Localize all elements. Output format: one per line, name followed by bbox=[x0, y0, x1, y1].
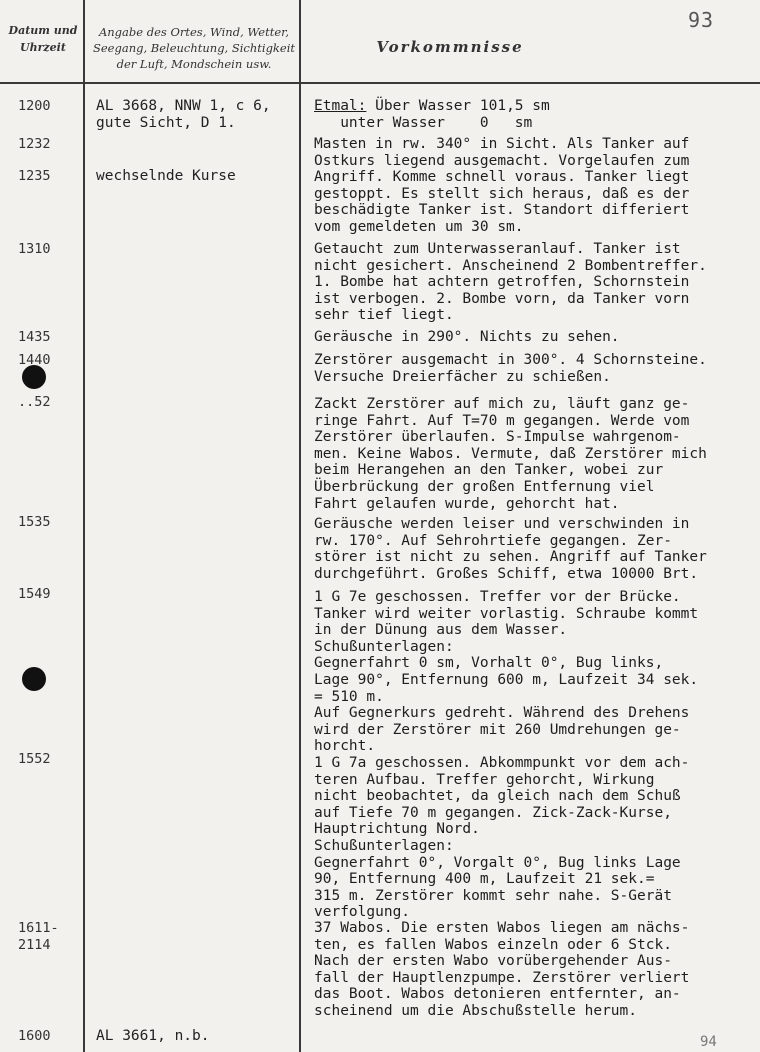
entry-position: AL 3668, NNW 1, c 6, gute Sicht, D 1. bbox=[96, 98, 271, 131]
header-date-time: Datum und Uhrzeit bbox=[8, 24, 78, 54]
entry-time: 1310 bbox=[18, 241, 51, 257]
entry-time: 1435 bbox=[18, 329, 51, 345]
entry-time: 1535 bbox=[18, 514, 51, 530]
etmal-label: Etmal: bbox=[314, 98, 367, 114]
column-rule-right bbox=[299, 0, 301, 1052]
bottom-page-mark: 94 bbox=[700, 1034, 717, 1050]
etmal-values: Über Wasser 101,5 sm unter Wasser 0 sm bbox=[340, 98, 550, 131]
entry-text: Zerstörer ausgemacht in 300°. 4 Schornsteine. Versuche Dreierfächer zu schießen. bbox=[314, 352, 707, 385]
column-rule-left bbox=[83, 0, 85, 1052]
entry-time: 1200 bbox=[18, 98, 51, 114]
entry-time: 1440 bbox=[18, 352, 51, 368]
entry-time: 1232 bbox=[18, 136, 51, 152]
header-rule bbox=[0, 82, 760, 84]
entry-time: 1611- 2114 bbox=[18, 920, 59, 953]
entry-text bbox=[314, 98, 754, 131]
punch-hole-bottom bbox=[22, 667, 46, 691]
entry-time: 1549 bbox=[18, 586, 51, 602]
entry-text: Geräusche in 290°. Nichts zu sehen. bbox=[314, 329, 620, 345]
entry-text: 1 G 7e geschossen. Treffer vor der Brücke. Tanker wird weiter vorlastig. Schraube kommt in der Dünung aus dem Wasser. Schußunterlagen: Gegnerfahrt 0 sm, Vorhalt 0°, Bug links, Lage 90°, Entfernung 600 m, Laufzeit 34 sek. = 510 m. Auf Gegnerkurs gedreht. Während des Drehens wird der Zerstörer mit 260 Umdrehungen ge- horcht. bbox=[314, 589, 699, 755]
entry-text: Masten in rw. 340° in Sicht. Als Tanker auf Ostkurs liegend ausgemacht. Vorgelaufen zum Angriff. Komme schnell voraus. Tanker liegt gestoppt. Es stellt sich heraus, daß es der beschädigte Tanker ist. Standort differiert vom gemeldeten um 30 sm. bbox=[314, 136, 690, 235]
entry-time: 1235 bbox=[18, 168, 51, 184]
entry-text: 37 Wabos. Die ersten Wabos liegen am nächs- ten, es fallen Wabos einzeln oder 6 Stck. Nach der ersten Wabo vorübergehender Aus- fall der Hauptlenzpumpe. Zerstörer verliert das Boot. Wabos detonieren entfernter, an- scheinend um die Abschußstelle herum. bbox=[314, 920, 690, 1019]
entry-time: 1552 bbox=[18, 751, 51, 767]
entry-position: wechselnde Kurse bbox=[96, 168, 236, 184]
header-location-weather: Angabe des Ortes, Wind, Wetter, Seegang, Beleuchtung, Sichtigkeit der Luft, Mondschein usw. bbox=[92, 25, 296, 71]
entry-time: ..52 bbox=[18, 394, 51, 410]
entry-text: Zackt Zerstörer auf mich zu, läuft ganz ge- ringe Fahrt. Auf T=70 m gegangen. Werde vom Zerstörer überlaufen. S-Impulse wahrgenom- men. Keine Wabos. Vermute, daß Zerstörer mich beim Herangehen an den Tanker, wobei zur Überbrückung der großen Entfernung viel Fahrt gelaufen wurde, gehorcht hat. bbox=[314, 396, 707, 512]
entry-text: Getaucht zum Unterwasseranlauf. Tanker ist nicht gesichert. Anscheinend 2 Bombentreffer. 1. Bombe hat achtern getroffen, Schornstein ist verbogen. 2. Bombe vorn, da Tanker vorn sehr tief liegt. bbox=[314, 241, 707, 324]
entry-time: 1600 bbox=[18, 1028, 51, 1044]
header-events: Vorkommnisse bbox=[376, 38, 524, 56]
entry-position: AL 3661, n.b. bbox=[96, 1028, 210, 1044]
entry-text: 1 G 7a geschossen. Abkommpunkt vor dem ach- teren Aufbau. Treffer gehorcht, Wirkung nicht beobachtet, da gleich nach dem Schuß auf Tiefe 70 m gegangen. Zick-Zack-Kurse, Hauptrichtung Nord. Schußunterlagen: Gegnerfahrt 0°, Vorgalt 0°, Bug links Lage 90, Entfernung 400 m, Laufzeit 21 sek.= 315 m. Zerstörer kommt sehr nahe. S-Gerät verfolgung. bbox=[314, 755, 690, 921]
page-number: 93 bbox=[688, 8, 715, 32]
entry-text: Geräusche werden leiser und verschwinden in rw. 170°. Auf Sehrohrtiefe gegangen. Zer- störer ist nicht zu sehen. Angriff auf Tanker durchgeführt. Großes Schiff, etwa 10000 Brt. bbox=[314, 516, 707, 582]
